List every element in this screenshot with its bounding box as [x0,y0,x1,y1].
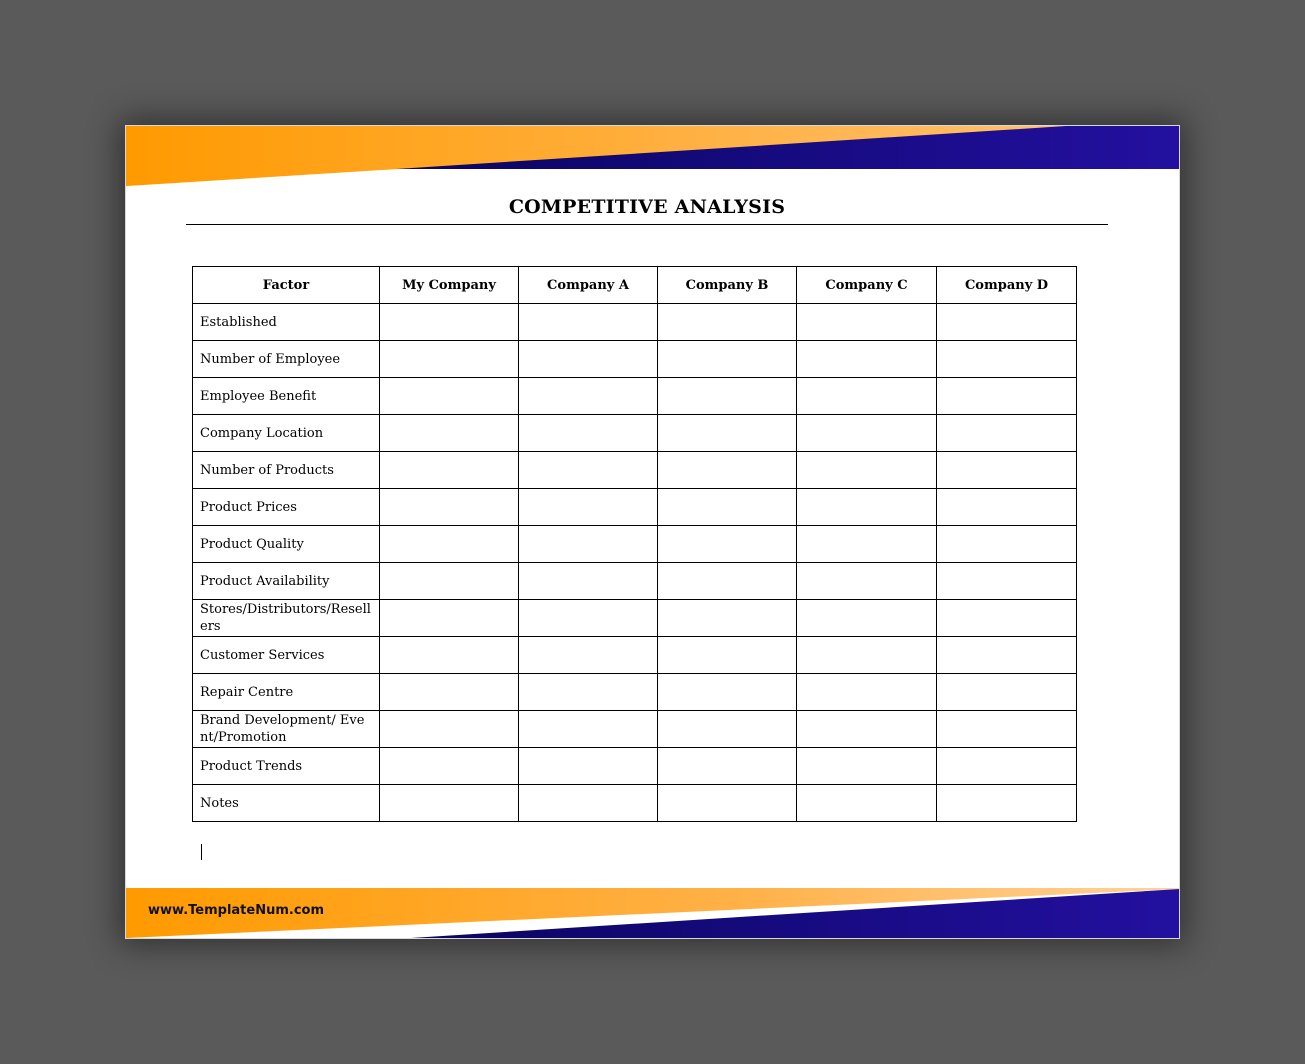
entry-cell[interactable] [658,785,797,822]
entry-cell[interactable] [519,489,658,526]
table-row [193,563,1077,600]
factor-cell[interactable]: Product Availability [193,563,380,600]
table-row [193,304,1077,341]
factor-cell[interactable]: Established [193,304,380,341]
factor-cell[interactable]: Customer Services [193,637,380,674]
table-row [193,452,1077,489]
entry-cell[interactable] [797,452,937,489]
factor-cell[interactable]: Product Trends [193,748,380,785]
entry-cell[interactable] [937,637,1077,674]
factor-cell[interactable]: Stores/Distributors/Resellers [193,600,380,637]
entry-cell[interactable] [380,563,519,600]
entry-cell[interactable] [519,378,658,415]
entry-cell[interactable] [380,304,519,341]
table-row [193,711,1077,748]
entry-cell[interactable] [797,378,937,415]
entry-cell[interactable] [797,489,937,526]
factor-cell[interactable]: Number of Employee [193,341,380,378]
entry-cell[interactable] [658,378,797,415]
entry-cell[interactable] [797,415,937,452]
entry-cell[interactable] [380,452,519,489]
entry-cell[interactable] [519,674,658,711]
entry-cell[interactable] [797,637,937,674]
entry-cell[interactable] [797,711,937,748]
entry-cell[interactable] [658,711,797,748]
header-cell[interactable]: Factor [193,267,380,304]
factor-cell[interactable]: Company Location [193,415,380,452]
header-cell[interactable]: Company A [519,267,658,304]
entry-cell[interactable] [519,563,658,600]
header-cell[interactable]: Company C [797,267,937,304]
entry-cell[interactable] [797,526,937,563]
entry-cell[interactable] [519,785,658,822]
table-row [193,785,1077,822]
entry-cell[interactable] [380,637,519,674]
document-page [125,125,1180,939]
entry-cell[interactable] [937,563,1077,600]
entry-cell[interactable] [658,674,797,711]
entry-cell[interactable] [380,489,519,526]
entry-cell[interactable] [380,711,519,748]
entry-cell[interactable] [937,415,1077,452]
entry-cell[interactable] [380,378,519,415]
entry-cell[interactable] [937,378,1077,415]
header-cell[interactable]: My Company [380,267,519,304]
factor-cell[interactable]: Brand Development/ Event/Promotion [193,711,380,748]
entry-cell[interactable] [797,785,937,822]
entry-cell[interactable] [658,341,797,378]
entry-cell[interactable] [937,748,1077,785]
table-row [193,674,1077,711]
entry-cell[interactable] [937,489,1077,526]
table-row [193,526,1077,563]
text-cursor [201,844,202,860]
table-row [193,415,1077,452]
entry-cell[interactable] [380,674,519,711]
entry-cell[interactable] [797,600,937,637]
entry-cell[interactable] [658,304,797,341]
entry-cell[interactable] [658,526,797,563]
entry-cell[interactable] [797,341,937,378]
entry-cell[interactable] [658,489,797,526]
table-row [193,489,1077,526]
entry-cell[interactable] [937,341,1077,378]
entry-cell[interactable] [937,785,1077,822]
entry-cell[interactable] [380,415,519,452]
entry-cell[interactable] [380,341,519,378]
entry-cell[interactable] [380,748,519,785]
entry-cell[interactable] [380,785,519,822]
competitive-analysis-table [192,266,1077,822]
entry-cell[interactable] [658,563,797,600]
footer-website-link[interactable]: www.TemplateNum.com [148,903,325,918]
entry-cell[interactable] [797,674,937,711]
table-header-row [193,267,1077,304]
table-row [193,600,1077,637]
entry-cell[interactable] [519,341,658,378]
entry-cell[interactable] [937,674,1077,711]
entry-cell[interactable] [519,637,658,674]
entry-cell[interactable] [797,304,937,341]
header-banner [126,126,1179,188]
entry-cell[interactable] [380,526,519,563]
entry-cell[interactable] [937,600,1077,637]
table-row [193,378,1077,415]
table-row [193,341,1077,378]
factor-cell[interactable]: Product Prices [193,489,380,526]
entry-cell[interactable] [519,415,658,452]
entry-cell[interactable] [519,748,658,785]
page-title: COMPETITIVE ANALYSIS [508,196,786,218]
entry-cell[interactable] [519,304,658,341]
entry-cell[interactable] [937,452,1077,489]
entry-cell[interactable] [519,452,658,489]
factor-cell[interactable]: Employee Benefit [193,378,380,415]
entry-cell[interactable] [519,711,658,748]
entry-cell[interactable] [658,637,797,674]
factor-cell[interactable]: Product Quality [193,526,380,563]
header-cell[interactable]: Company D [937,267,1077,304]
factor-cell[interactable]: Repair Centre [193,674,380,711]
entry-cell[interactable] [658,452,797,489]
entry-cell[interactable] [658,415,797,452]
entry-cell[interactable] [937,711,1077,748]
entry-cell[interactable] [797,563,937,600]
table-row [193,637,1077,674]
entry-cell[interactable] [519,526,658,563]
table-row [193,748,1077,785]
entry-cell[interactable] [380,600,519,637]
header-cell[interactable]: Company B [658,267,797,304]
entry-cell[interactable] [937,304,1077,341]
entry-cell[interactable] [797,748,937,785]
entry-cell[interactable] [658,748,797,785]
entry-cell[interactable] [658,600,797,637]
entry-cell[interactable] [519,600,658,637]
factor-cell[interactable]: Notes [193,785,380,822]
factor-cell[interactable]: Number of Products [193,452,380,489]
title-underline [186,224,1108,225]
entry-cell[interactable] [937,526,1077,563]
